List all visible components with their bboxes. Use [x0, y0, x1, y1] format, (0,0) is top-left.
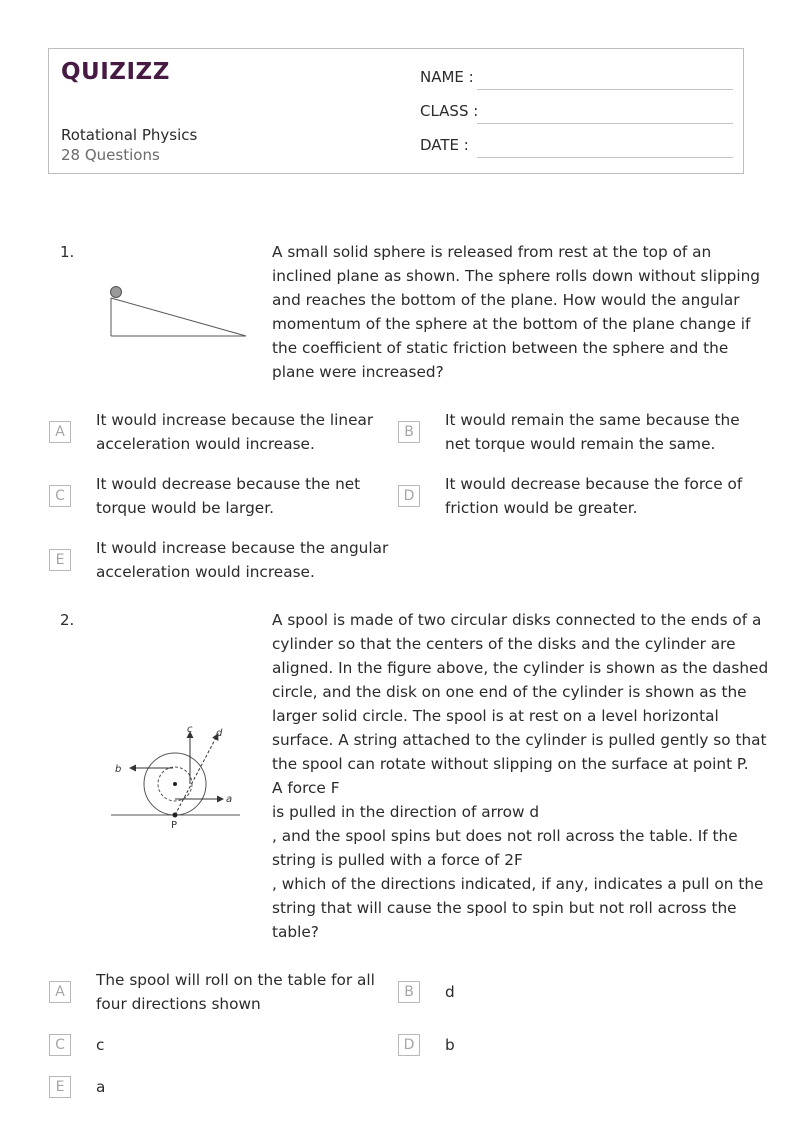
label-b: b [115, 764, 122, 775]
date-label: DATE : [420, 136, 469, 154]
label-p: P [171, 820, 178, 831]
name-line[interactable] [477, 89, 733, 90]
q2-option-c-box[interactable]: C [49, 1034, 71, 1056]
q1-option-b-box[interactable]: B [398, 421, 420, 443]
worksheet-title: Rotational Physics [61, 126, 198, 144]
arrow-d [175, 734, 218, 815]
sphere [111, 287, 122, 298]
class-field[interactable] [420, 102, 733, 124]
q2-option-a-text[interactable]: The spool will roll on the table for all four directions shown [96, 971, 375, 1013]
label-a: a [226, 794, 233, 805]
q2-option-a-box[interactable]: A [49, 981, 71, 1003]
q1-option-b-text[interactable]: It would remain the same because the net torque would remain the same. [445, 411, 740, 453]
class-label: CLASS : [420, 102, 479, 120]
q1-option-d-text[interactable]: It would decrease because the force of friction would be greater. [445, 475, 743, 517]
spool-figure [105, 720, 250, 835]
q1-option-c-box[interactable]: C [49, 485, 71, 507]
question-count: 28 Questions [61, 146, 160, 164]
question-2-number: 2. [60, 611, 75, 629]
q1-option-a-text[interactable]: It would increase because the linear acceleration would increase. [96, 411, 374, 453]
quizizz-logo: QUIZIZZ [61, 59, 170, 85]
spool-center [173, 782, 177, 786]
worksheet-header [48, 48, 744, 174]
name-label: NAME : [420, 68, 474, 86]
name-field[interactable] [420, 68, 733, 90]
q1-option-e-text[interactable]: It would increase because the angular acceleration would increase. [96, 539, 389, 581]
q2-option-d-box[interactable]: D [398, 1034, 420, 1056]
incline-slope [111, 298, 246, 336]
q1-option-a-box[interactable]: A [49, 421, 71, 443]
question-1-number: 1. [60, 243, 75, 261]
class-line[interactable] [477, 123, 733, 124]
q1-option-d-box[interactable]: D [398, 485, 420, 507]
question-1-text: A small solid sphere is released from rest at the top of an inclined plane as shown. The sphere rolls down without slipping and reaches the bottom of the plane. How would the angular momentum of the sphere at the bottom of the plane change if the coefficient of static friction between the sphere and the plane were increased? [272, 243, 761, 381]
q2-option-d-text[interactable]: b [445, 1036, 455, 1054]
q2-option-b-box[interactable]: B [398, 981, 420, 1003]
date-line[interactable] [477, 157, 733, 158]
q1-option-e-box[interactable]: E [49, 549, 71, 571]
q2-option-c-text[interactable]: c [96, 1036, 105, 1054]
label-c: c [187, 724, 193, 735]
question-2-text: A spool is made of two circular disks connected to the ends of a cylinder so that the centers of the disks and the cylinder are aligned. In the figure above, the cylinder is shown as the dashed circle, and the disk on one end of the cylinder is shown as the larger solid circle. The spool is at rest on a level horizontal surface. A string attached to the cylinder is pulled gently so that the spool can rotate without slipping on the surface at point P. A force F is pulled in the direction of arrow d , and the spool spins but does not roll across the table. If the string is pulled with a force of 2F , which of the directions indicated, if any, indicates a pull on the string that will cause the spool to spin but not roll across the table? [272, 611, 769, 941]
inclined-plane-figure [105, 282, 250, 342]
q2-option-e-text[interactable]: a [96, 1078, 106, 1096]
q1-option-c-text[interactable]: It would decrease because the net torque would be larger. [96, 475, 361, 517]
label-d: d [216, 728, 223, 739]
q2-option-e-box[interactable]: E [49, 1076, 71, 1098]
q2-option-b-text[interactable]: d [445, 983, 455, 1001]
date-field[interactable] [420, 136, 733, 158]
contact-point-p [173, 813, 178, 818]
